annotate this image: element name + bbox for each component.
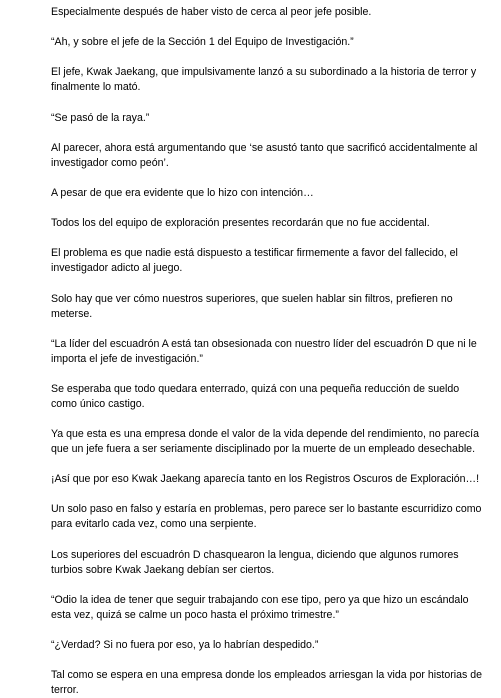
paragraph: “¿Verdad? Si no fuera por eso, ya lo habrían despedido.” bbox=[51, 639, 319, 651]
paragraph: ¡Así que por eso Kwak Jaekang aparecía tanto en los Registros Oscuros de Exploración…! bbox=[51, 473, 480, 486]
paragraph: Los superiores del escuadrón D chasquearon la lengua, diciendo que algunos rumores turbios sobre Kwak Jaekang debían ser ciertos. bbox=[51, 548, 459, 576]
paragraph: Tal como se espera en una empresa donde los empleados arriesgan la vida por historias de terror. bbox=[51, 669, 483, 697]
paragraph: Un solo paso en falso y estaría en problemas, pero parece ser lo bastante escurridizo como para evitarlo cada vez, como una serpiente. bbox=[51, 503, 482, 531]
paragraph: “Se pasó de la raya.” bbox=[51, 111, 150, 124]
paragraph: El problema es que nadie está dispuesto a testificar firmemente a favor del fallecido, el investigador adicto al juego. bbox=[51, 247, 458, 275]
paragraph: A pesar de que era evidente que lo hizo con intención… bbox=[51, 186, 314, 199]
paragraph: “La líder del escuadrón A está tan obsesionada con nuestro líder del escuadrón D que ni le importa el jefe de investigación.” bbox=[51, 337, 477, 365]
paragraph: El jefe, Kwak Jaekang, que impulsivamente lanzó a su subordinado a la historia de terror y finalmente lo mató. bbox=[51, 66, 477, 94]
paragraph: Todos los del equipo de exploración presentes recordarán que no fue accidental. bbox=[51, 217, 430, 230]
paragraph: Solo hay que ver cómo nuestros superiores, que suelen hablar sin filtros, prefieren no meterse. bbox=[51, 292, 453, 320]
paragraph: “Odio la idea de tener que seguir trabajando con ese tipo, pero ya que hizo un escándalo esta vez, quizá se calme un poco hasta el próximo trimestre.” bbox=[51, 593, 469, 621]
paragraph: Al parecer, ahora está argumentando que ‘se asustó tanto que sacrificó accidentalmente al investigador como peón’. bbox=[51, 141, 478, 169]
paragraph: Ya que esta es una empresa donde el valor de la vida depende del rendimiento, no parecía que un jefe fuera a ser seriamente disciplinado por la muerte de un empleado desechable. bbox=[51, 428, 479, 456]
paragraph: Se esperaba que todo quedara enterrado, quizá con una pequeña reducción de sueldo como único castigo. bbox=[51, 382, 460, 410]
paragraph: “Ah, y sobre el jefe de la Sección 1 del Equipo de Investigación.” bbox=[51, 36, 354, 49]
paragraph: Especialmente después de haber visto de cerca al peor jefe posible. bbox=[51, 6, 372, 18]
